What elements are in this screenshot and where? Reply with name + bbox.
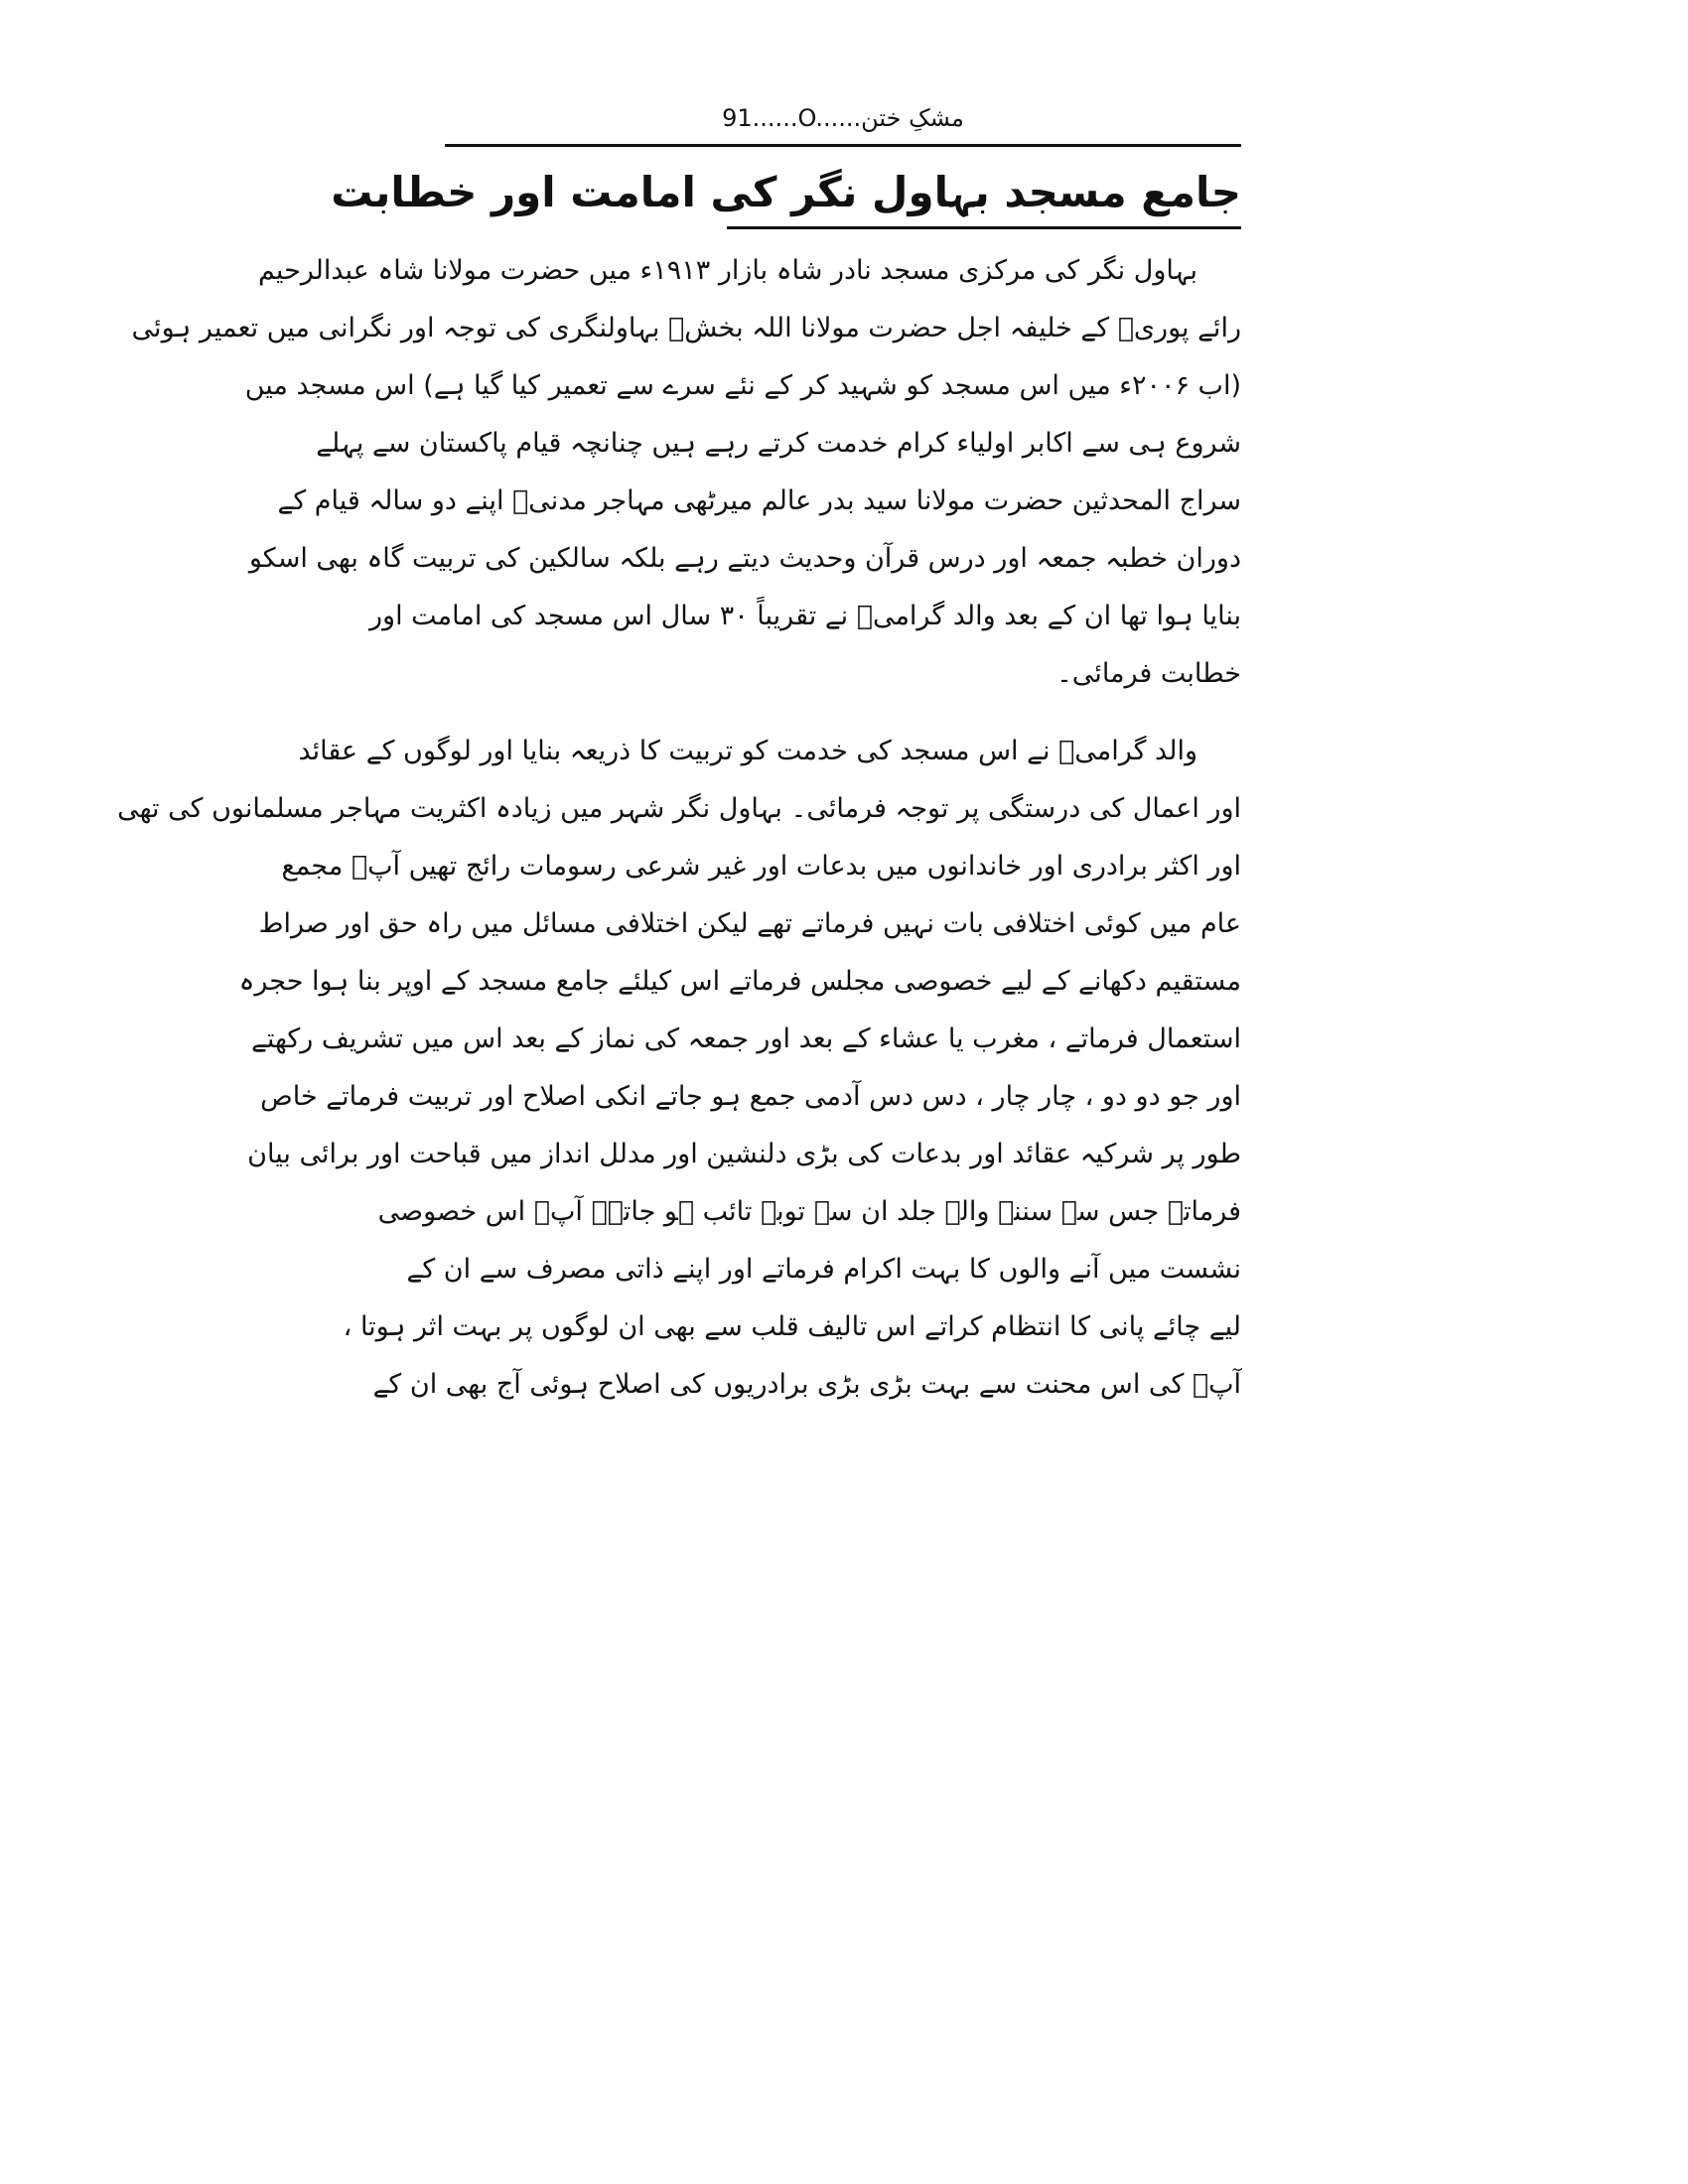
text-line: طور پر شرکیہ عقائد اور بدعات کی بڑی دلنشین اور مدلل انداز میں قباحت اور برائی بیان bbox=[247, 1139, 1241, 1169]
text-line: شروع ہی سے اکابر اولیاء کرام خدمت کرتے رہے ہیں چنانچہ قیام پاکستان سے پہلے bbox=[316, 428, 1241, 459]
text-line: والد گرامیؒ نے اس مسجد کی خدمت کو تربیت کا ذریعہ بنایا اور لوگوں کے عقائد bbox=[298, 736, 1197, 766]
text-line: رائے پوریؒ کے خلیفہ اجل حضرت مولانا اللہ بخشؒ بہاولنگری کی توجہ اور نگرانی میں تعمیر ہوئی bbox=[131, 313, 1241, 343]
text-line: لیے چائے پانی کا انتظام کراتے اس تالیف قلب سے بھی ان لوگوں پر بہت اثر ہوتا ، bbox=[343, 1311, 1241, 1342]
text-line: اور اکثر برادری اور خاندانوں میں بدعات اور غیر شرعی رسومات رائج تھیں آپؒ مجمع bbox=[281, 851, 1241, 882]
text-line: سراج المحدثین حضرت مولانا سید بدر عالم میرٹھی مہاجر مدنیؒ اپنے دو سالہ قیام کے bbox=[277, 485, 1241, 516]
text-line: عام میں کوئی اختلافی بات نہیں فرماتے تھے لیکن اختلافی مسائل میں راہ حق اور صراط bbox=[258, 908, 1241, 939]
text-line: مستقیم دکھانے کے لیے خصوصی مجلس فرماتے اس کیلئے جامع مسجد کے اوپر بنا ہوا حجرہ bbox=[238, 966, 1241, 997]
paragraph-2 bbox=[117, 723, 1241, 1414]
header-rule bbox=[445, 144, 1241, 147]
text-line: اور جو دو دو ، چار چار ، دس دس آدمی جمع ہو جاتے انکی اصلاح اور تربیت فرماتے خاص bbox=[260, 1081, 1241, 1112]
text-line: بنایا ہوا تھا ان کے بعد والد گرامیؒ نے تقریباً ۳۰ سال اس مسجد کی امامت اور bbox=[369, 601, 1241, 631]
text-line: (اب ۲۰۰۶ء میں اس مسجد کو شہید کر کے نئے سرے سے تعمیر کیا گیا ہے) اس مسجد میں bbox=[244, 370, 1241, 401]
chapter-title: جامع مسجد بہاول نگر کی امامت اور خطابت bbox=[331, 168, 1241, 216]
page-number: 91 bbox=[722, 104, 753, 132]
running-head-separator: ......O...... bbox=[752, 104, 862, 132]
text-line: اور اعمال کی درستگی پر توجہ فرمائی۔ بہاول نگر شہر میں زیادہ اکثریت مہاجر مسلمانوں کی تھی bbox=[117, 793, 1241, 824]
running-head-book-title: مشکِ ختن bbox=[861, 104, 964, 132]
text-line: استعمال فرماتے ، مغرب یا عشاء کے بعد اور جمعہ کی نماز کے بعد اس میں تشریف رکھتے bbox=[251, 1024, 1241, 1054]
paragraph-1 bbox=[131, 242, 1241, 703]
body-text bbox=[117, 242, 1241, 1414]
text-line: نشست میں آنے والوں کا بہت اکرام فرماتے اور اپنے ذاتی مصرف سے ان کے bbox=[406, 1254, 1241, 1285]
text-line: فرماتے جس سے سننے والے جلد ان سے توبہ تائب ہو جاتے۔ آپؒ اس خصوصی bbox=[377, 1196, 1241, 1227]
page-header bbox=[445, 99, 1241, 137]
text-line: بہاول نگر کی مرکزی مسجد نادر شاہ بازار ۱۹۱۳ء میں حضرت مولانا شاہ عبدالرحیم bbox=[257, 255, 1197, 286]
text-line: خطابت فرمائی۔ bbox=[1055, 658, 1241, 689]
text-line: دوران خطبہ جمعہ اور درس قرآن وحدیث دیتے رہے بلکہ سالکین کی تربیت گاہ بھی اسکو bbox=[248, 543, 1241, 574]
text-line: آپؒ کی اس محنت سے بہت بڑی بڑی برادریوں کی اصلاح ہوئی آج بھی ان کے bbox=[372, 1369, 1241, 1400]
title-underline bbox=[727, 226, 1241, 229]
